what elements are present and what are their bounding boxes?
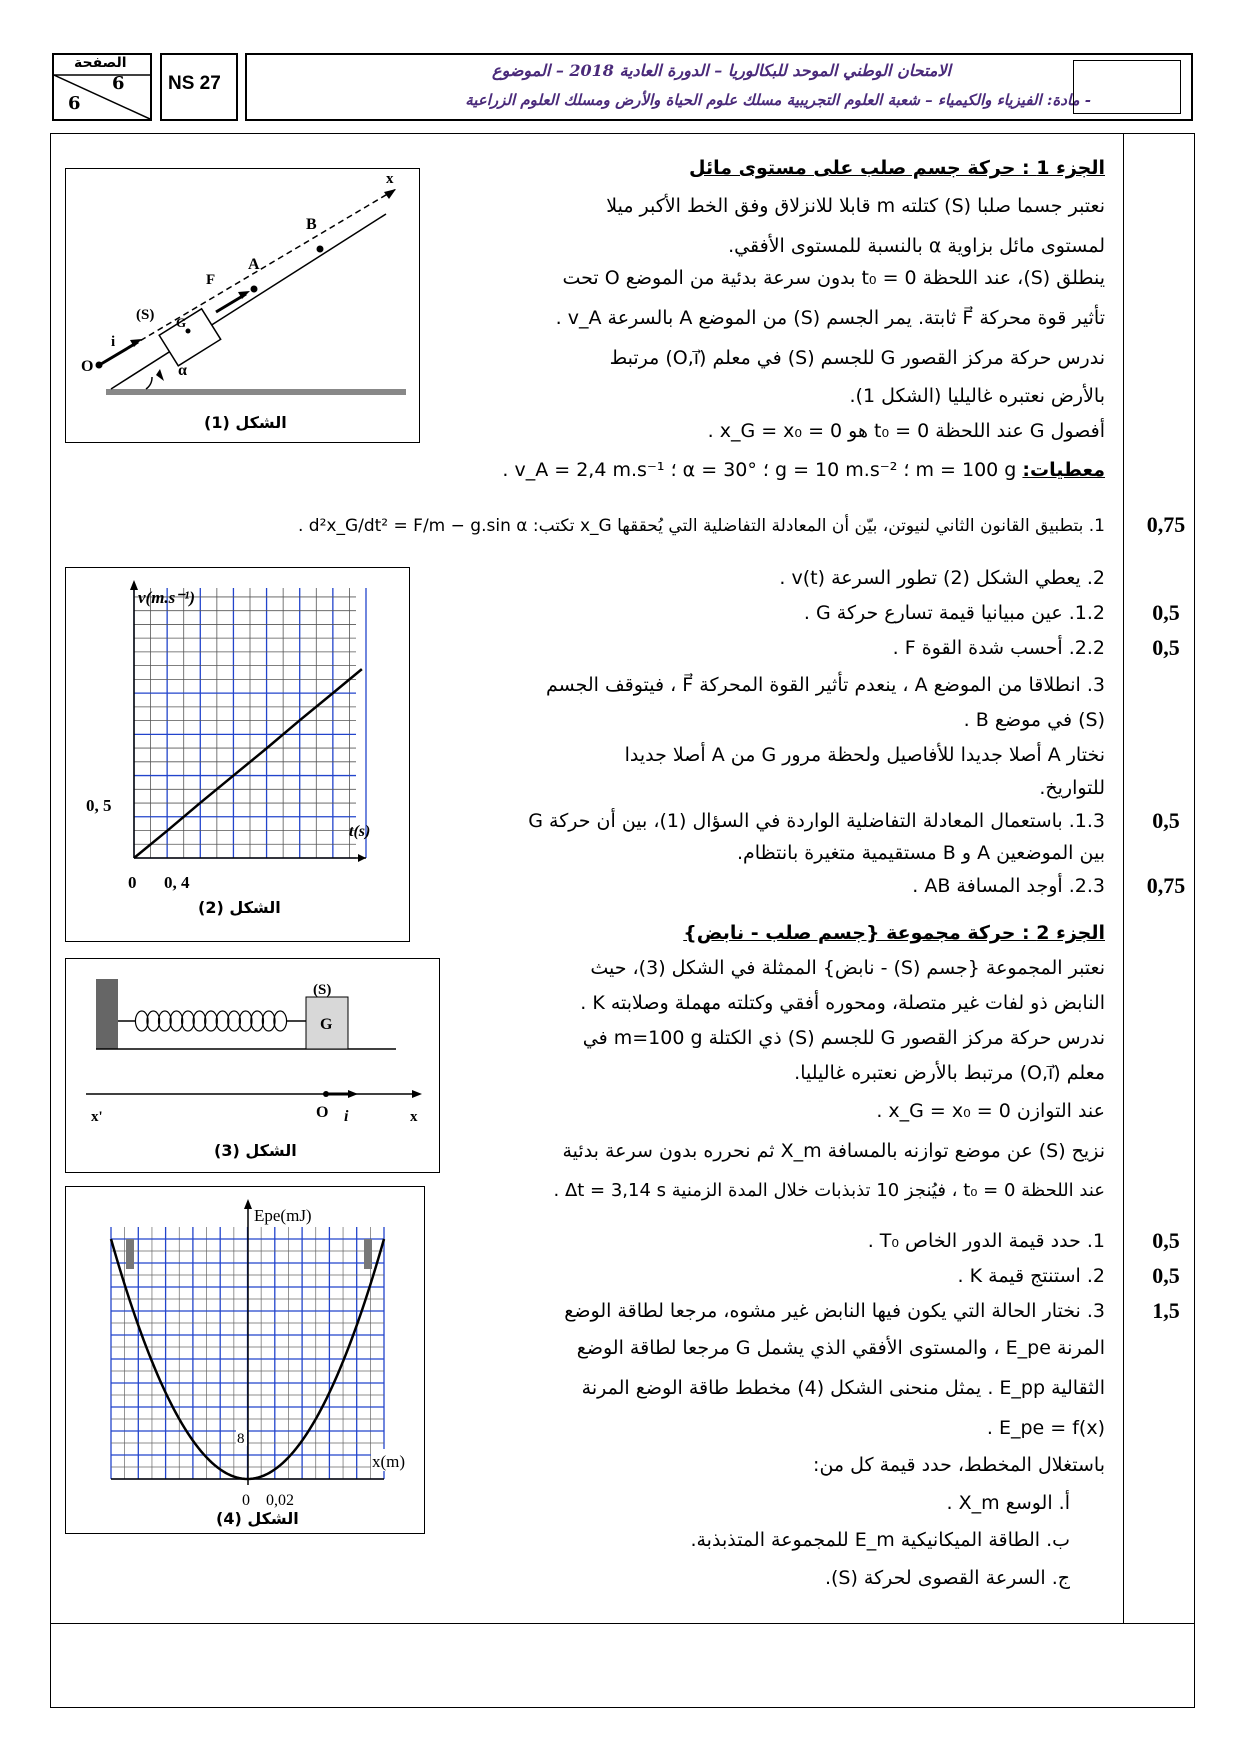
figure-3-caption: الشكل (3) [214,1141,297,1160]
part1-line: ندرس حركة مركز القصور G للجسم (S) في معلم (O,i⃗) مرتبط [609,347,1105,369]
empty-score-box [1073,60,1181,114]
score-q2-2: 0,5 [1152,635,1180,660]
question-3-cont: (S) في موضع B . [963,709,1105,731]
fig1-label-i: i⃗ [111,334,127,350]
question-p2-2: 2. استنتج قيمة K . [957,1265,1105,1287]
fig2-tick-x: 0, 4 [164,873,190,892]
score-q3-1: 0,5 [1152,808,1180,833]
fig4-tick-x0: 0 [242,1492,250,1509]
figure-4 [65,1186,425,1534]
fig3-spring-coil [205,1011,218,1031]
bottom-divider [50,1623,1195,1624]
fig3-spring-coil [239,1011,252,1031]
fig3-spring-coil [262,1011,275,1031]
fig3-label-G: G [320,1016,333,1033]
score-q1: 0,75 [1146,512,1186,537]
question-p2-3-cont: E_pe = f(x) . [986,1417,1105,1439]
fig4-ylabel: Epe(mJ) [254,1206,312,1225]
exam-code: NS 27 [168,73,221,94]
part1-line: لمستوى مائل بزاوية α بالنسبة للمستوى الأفقي. [728,235,1105,257]
fig3-spring-coil [251,1011,264,1031]
question-1: 1. بتطبيق القانون الثاني لنيوتن، بيّن أن المعادلة التفاضلية التي يُحققها x_G تكتب: d²x_G/dt² = F/m − g.sin α . [297,516,1105,536]
fig3-wall [96,979,118,1049]
part2-title: الجزء 2 : حركة مجموعة {جسم صلب - نابض} [683,922,1105,944]
score-p2-1: 0,5 [1152,1228,1180,1253]
fig4-xlabel: x(m) [372,1452,406,1471]
fig3-spring-coil [182,1011,195,1031]
fig2-tick-y: 0, 5 [86,796,112,815]
fig3-label-i: i⃗ [344,1108,361,1125]
fig4-right-hatch [364,1239,372,1269]
part1-line: ينطلق (S)، عند اللحظة t₀ = 0 بدون سرعة بدئية من الموضع O تحت [562,267,1105,289]
fig1-label-B: B [306,216,317,233]
figure-1-caption: الشكل (1) [204,413,287,432]
score-q3-2: 0,75 [1146,873,1186,898]
question-3-1: 1.3. باستعمال المعادلة التفاضلية الواردة في السؤال (1)، بين أن حركة G [528,810,1105,832]
page-number-box [52,53,152,121]
part1-line: نعتبر جسما صلبا (S) كتلته m قابلا للانزلاق وفق الخط الأكبر ميلا [606,195,1105,217]
question-3-note: نختار A أصلا جديدا للأفاصيل ولحظة مرور G من A أصلا جديدا [624,744,1105,766]
fig1-label-O: O [81,358,94,375]
part2-line: نزيح (S) عن موضع توازنه بالمسافة X_m ثم نحرره بدون سرعة بدئية [562,1140,1105,1162]
fig1-label-A: A [248,256,260,273]
data-values [502,457,1105,483]
question-p2-3-c: ج. السرعة القصوى لحركة (S). [824,1567,1070,1589]
fig1-label-G: G [176,315,187,330]
part1-title: الجزء 1 : حركة جسم صلب على مستوى مائل [688,157,1105,179]
fig2-xlabel: t(s) [349,823,371,840]
question-3: 3. انطلاقا من الموضع A ، ينعدم تأثير القوة المحركة F⃗ ، فيتوقف الجسم [545,674,1105,696]
exam-code-box [160,53,238,121]
fig3-spring-coil [193,1011,206,1031]
fig1-label-S: (S) [136,307,155,323]
page-current: 6 [112,73,125,94]
fig3-spring [135,1011,286,1031]
score-p2-3: 1,5 [1152,1298,1180,1323]
fig3-spring-coil [274,1011,287,1031]
fig3-spring-coil [135,1011,148,1031]
figure-2-chart [66,568,408,940]
question-p2-1: 1. حدد قيمة الدور الخاص T₀ . [867,1230,1105,1252]
fig1-label-F: F⃗ [206,272,227,288]
fig4-tick-y: 8 [237,1431,245,1447]
question-p2-3-cont: الثقالية E_pp . يمثل منحنى الشكل (4) مخطط طاقة الوضع المرنة [581,1377,1105,1399]
part1-line: أفصول G عند اللحظة t₀ = 0 هو x_G = x₀ = 0 . [707,420,1105,442]
question-p2-3-cont: المرنة E_pe ، والمستوى الأفقي الذي يشمل G مرجعا لطاقة الوضع [576,1337,1105,1359]
fig3-spring-coil [147,1011,160,1031]
data-text: m = 100 g ؛ g = 10 m.s⁻² ؛ α = 30° ؛ v_A = 2,4 m.s⁻¹ . [502,459,1017,481]
fig3-label-S: (S) [313,982,332,998]
fig4-left-hatch [126,1239,134,1269]
part1-line: تأثير قوة محركة F⃗ ثابتة. يمر الجسم (S) من الموضع A بالسرعة v_A . [555,307,1105,329]
part2-line: النابض ذو لفات غير متصلة، ومحوره أفقي وكتلته مهملة وصلابته K . [580,992,1105,1014]
exam-title-line1: الامتحان الوطني الموحد للبكالوريا – الدورة العادية 2018 – الموضوع [492,61,951,80]
figure-1 [65,168,420,443]
fig3-label-x: x [410,1109,418,1125]
figure-2-caption: الشكل (2) [198,898,281,917]
fig3-label-xp: x' [91,1109,103,1125]
figure-2 [65,567,410,942]
score-p2-2: 0,5 [1152,1263,1180,1288]
fig2-grid [134,588,366,858]
question-2-1: 1.2. عين مبيانيا قيمة تسارع حركة G . [803,602,1105,624]
fig4-tick-x: 0,02 [266,1492,294,1509]
fig3-spring-coil [159,1011,172,1031]
part2-line: معلم (O,i⃗) مرتبط بالأرض نعتبره غاليليا. [794,1062,1105,1084]
fig2-ylabel: v(m.s⁻¹) [138,588,196,607]
figure-4-caption: الشكل (4) [216,1509,299,1528]
part1-line: بالأرض نعتبره غاليليا (الشكل 1). [849,385,1105,407]
part2-line: ندرس حركة مركز القصور G للجسم (S) ذي الكتلة m=100 g في [582,1027,1105,1049]
title-box [245,53,1193,121]
score-q2-1: 0,5 [1152,600,1180,625]
part2-line: عند اللحظة t₀ = 0 ، فيُنجز 10 تذبذبات خلال المدة الزمنية Δt = 3,14 s . [553,1180,1105,1201]
question-p2-3-b: ب. الطاقة الميكانيكية E_m للمجموعة المتذبذبة. [690,1529,1070,1551]
fig3-label-O: O [316,1104,329,1121]
page-total: 6 [68,93,81,114]
question-3-2: 2.3. أوجد المسافة AB . [912,875,1105,897]
question-p2-3-cont: باستغلال المخطط، حدد قيمة كل من: [813,1454,1105,1476]
figure-3-drawing [66,959,438,1171]
page-label: الصفحة [74,55,127,71]
part2-line: نعتبر المجموعة {جسم (S) - نابض} الممثلة في الشكل (3)، حيث [590,957,1105,979]
figure-3 [65,958,440,1173]
question-2: 2. يعطي الشكل (2) تطور السرعة v(t) . [779,567,1105,589]
data-label: معطيات: [1022,459,1105,481]
exam-title-line2: - مادة: الفيزياء والكيمياء – شعبة العلوم التجريبية مسلك علوم الحياة والأرض ومسلك العلوم الزراعية [465,91,1091,109]
figure-1-drawing [66,169,418,441]
figure-4-chart [66,1187,423,1532]
question-3-1-cont: بين الموضعين A و B مستقيمية متغيرة بانتظام. [736,842,1105,864]
question-p2-3: 3. نختار الحالة التي يكون فيها النابض غير مشوه، مرجعا لطاقة الوضع [564,1300,1105,1322]
fig2-x-arrow [358,854,366,862]
part2-line: عند التوازن x_G = x₀ = 0 . [876,1100,1105,1122]
fig2-series-line [134,669,362,858]
score-column-divider [1123,133,1124,1623]
fig3-spring-coil [216,1011,229,1031]
question-3-note-cont: للتواريخ. [1039,777,1105,799]
fig3-spring-coil [170,1011,183,1031]
fig3-spring-coil [228,1011,241,1031]
fig1-label-alpha: α [178,362,187,379]
fig2-tick-x0: 0 [128,873,137,892]
question-2-2: 2.2. أحسب شدة القوة F . [892,637,1105,659]
fig2-y-arrow [130,580,138,590]
question-p2-3-a: أ. الوسع X_m . [946,1492,1070,1514]
fig1-label-x: x [386,171,394,187]
